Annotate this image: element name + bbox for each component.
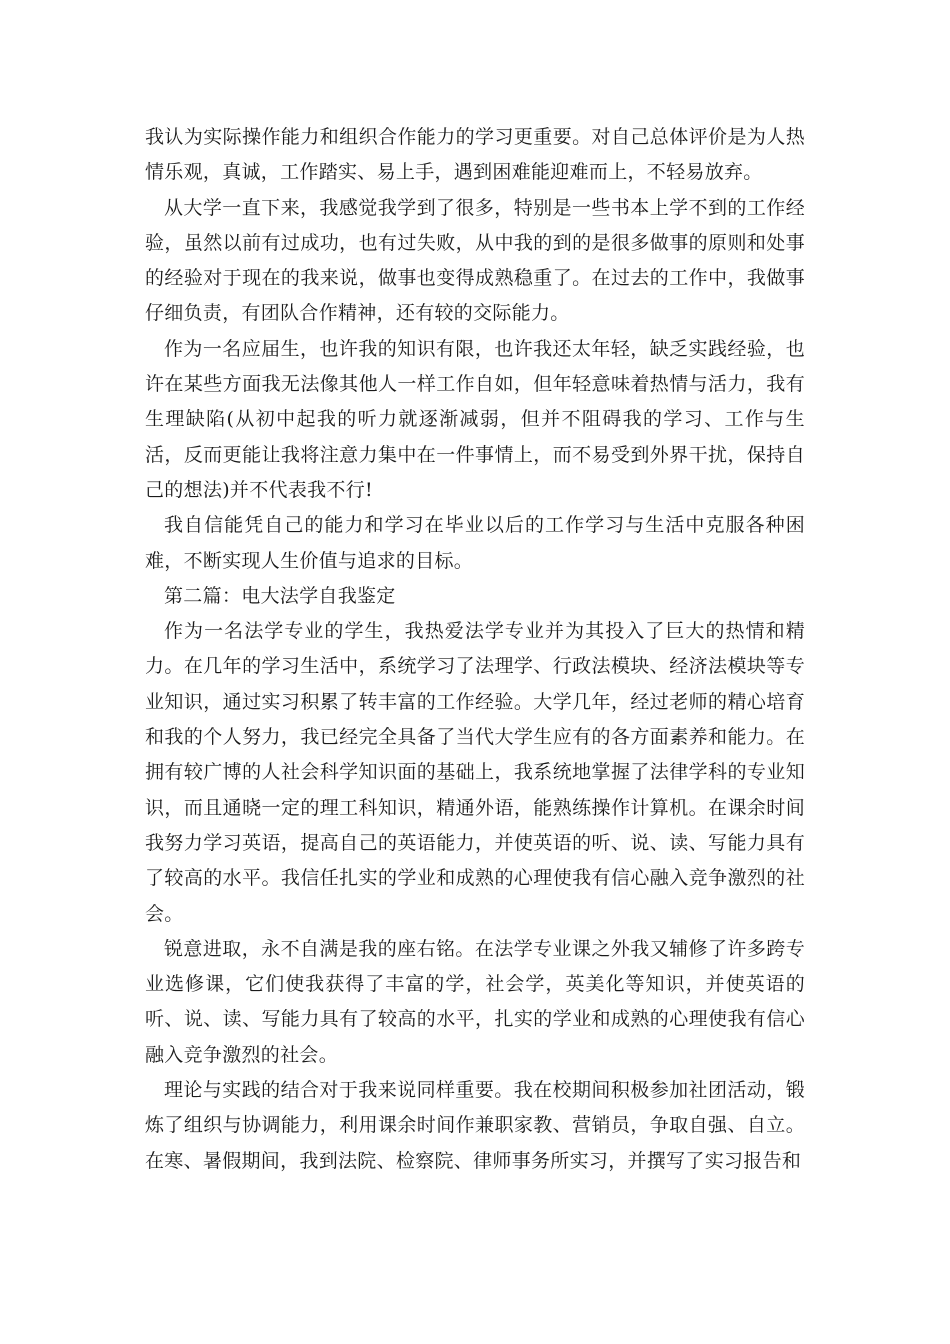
paragraph-3: 作为一名应届生，也许我的知识有限，也许我还太年轻，缺乏实践经验，也许在某些方面我无法像其他人一样工作自如，但年轻意味着热情与活力，我有生理缺陷(从初中起我的听力就逐渐减弱，但并不阻碍我的学习、工作与生活，反而更能让我将注意力集中在一件事情上，而不易受到外界干扰，保持自己的想法)并不代表我不行! [145, 337, 805, 501]
paragraph-4: 我自信能凭自己的能力和学习在毕业以后的工作学习与生活中克服各种困难，不断实现人生价值与追求的目标。 [145, 514, 805, 572]
paragraph-1: 我认为实际操作能力和组织合作能力的学习更重要。对自己总体评价是为人热情乐观，真诚，工作踏实、易上手，遇到困难能迎难而上，不轻易放弃。 [145, 126, 805, 184]
paragraph-6: 锐意进取，永不自满是我的座右铭。在法学专业课之外我又辅修了许多跨专业选修课，它们使我获得了丰富的学，社会学，英美化等知识，并使英语的听、说、读、写能力具有了较高的水平，扎实的学业和成熟的心理使我有信心融入竞争激烈的社会。 [145, 937, 805, 1066]
paragraph-2: 从大学一直下来，我感觉我学到了很多，特别是一些书本上学不到的工作经验，虽然以前有过成功，也有过失败，从中我的到的是很多做事的原则和处事的经验对于现在的我来说，做事也变得成熟稳重了。在过去的工作中，我做事仔细负责，有团队合作精神，还有较的交际能力。 [145, 196, 805, 325]
document-body [145, 120, 805, 1179]
section-heading: 第二篇：电大法学自我鉴定 [164, 584, 396, 607]
paragraph-5: 作为一名法学专业的学生，我热爱法学专业并为其投入了巨大的热情和精力。在几年的学习生活中，系统学习了法理学、行政法模块、经济法模块等专业知识，通过实习积累了转丰富的工作经验。大学几年，经过老师的精心培育和我的个人努力，我已经完全具备了当代大学生应有的各方面素养和能力。在拥有较广博的人社会科学知识面的基础上，我系统地掌握了法律学科的专业知识，而且通晓一定的理工科知识，精通外语，能熟练操作计算机。在课余时间我努力学习英语，提高自己的英语能力，并使英语的听、说、读、写能力具有了较高的水平。我信任扎实的学业和成熟的心理使我有信心融入竞争激烈的社会。 [145, 620, 805, 925]
paragraph-7: 理论与实践的结合对于我来说同样重要。我在校期间积极参加社团活动，锻炼了组织与协调能力，利用课余时间作兼职家教、营销员，争取自强、自立。在寒、暑假期间，我到法院、检察院、律师事务所实习，并撰写了实习报告和 [145, 1079, 805, 1172]
